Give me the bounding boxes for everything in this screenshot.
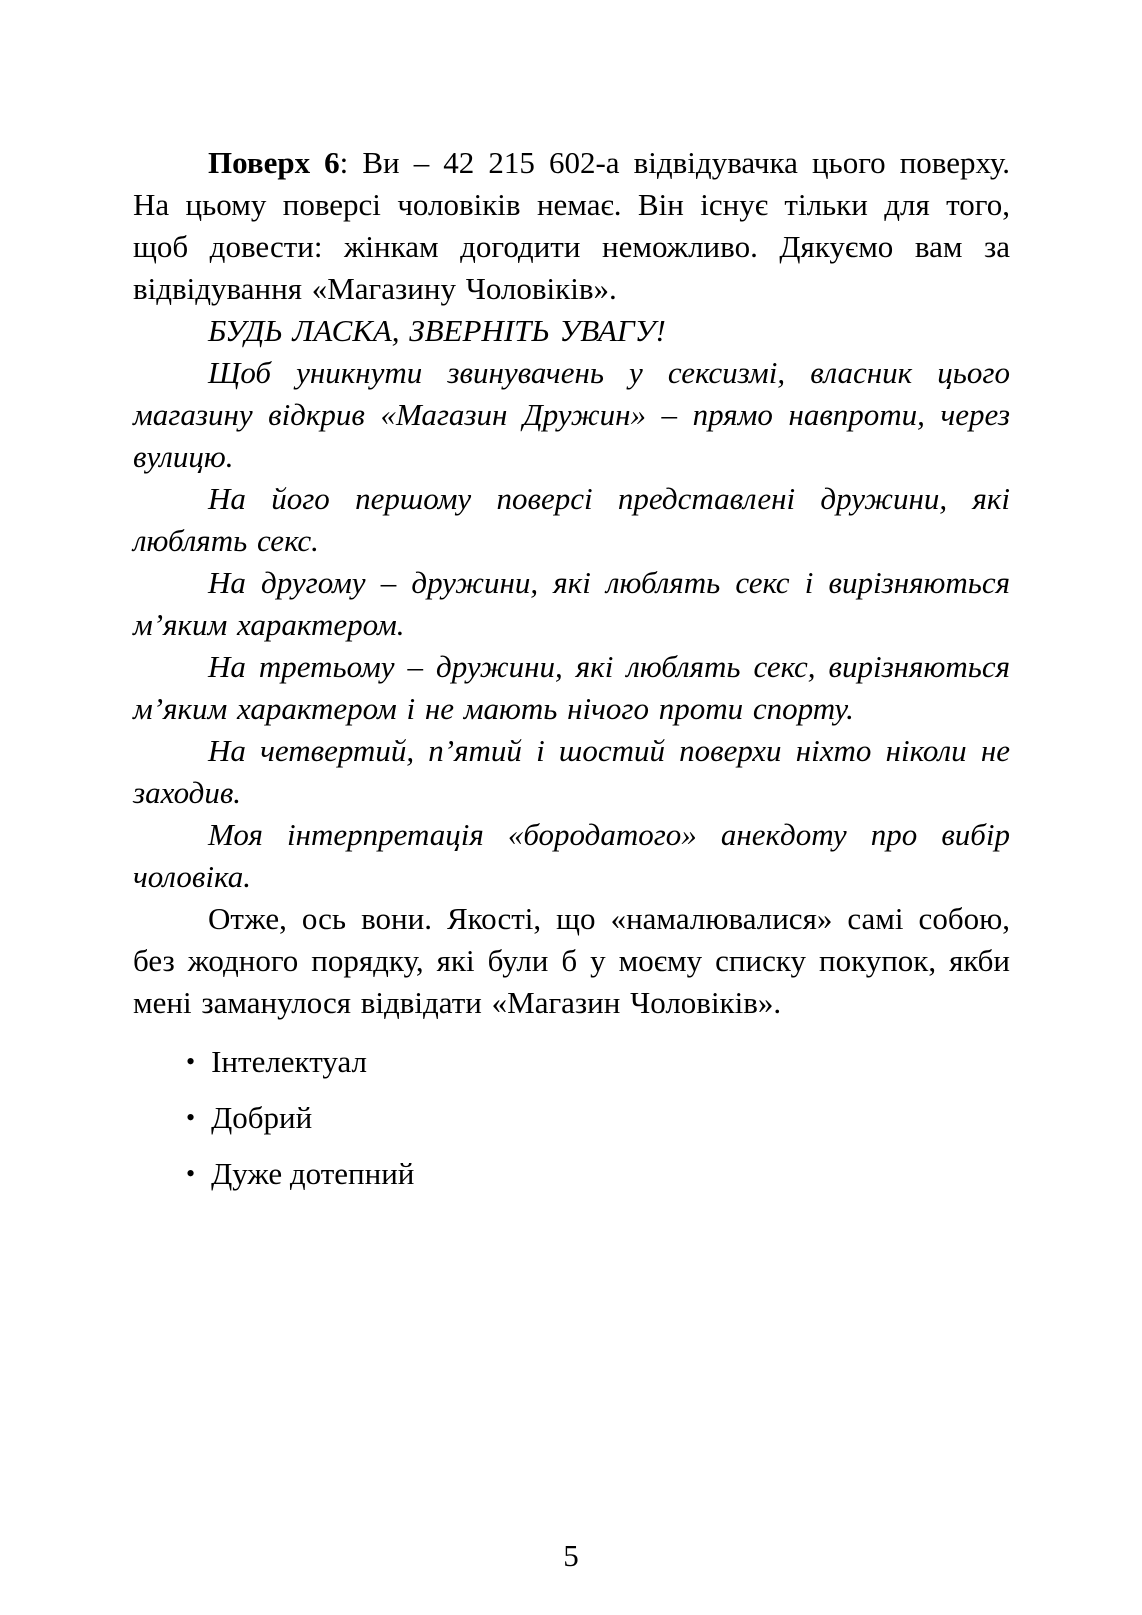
list-item [186, 1041, 1010, 1083]
list-item-label: Добрий [211, 1100, 313, 1135]
floor-6-text: : Ви – 42 215 602-а відвідувачка цього поверху. На цьому поверсі чоловіків немає. Він існує тільки для того, щоб довести: жінкам догодити неможливо. Дякуємо вам за відвідування «Магазину Чоловіків». [133, 145, 1010, 306]
bullet-icon: • [186, 1159, 196, 1188]
paragraph-shopping-list: Отже, ось вони. Якості, що «намалювалися» самі собою, без жодного порядку, які були б у моєму списку покупок, якби мені заманулося відвідати «Магазин Чоловіків». [133, 901, 1010, 1020]
list-item-label: Інтелектуал [211, 1044, 367, 1079]
bullet-icon: • [186, 1103, 196, 1132]
list-item [186, 1097, 1010, 1139]
notice-paragraph-wife-store: Щоб уникнути звинувачень у сексизмі, власник цього магазину відкрив «Магазин Дружин» – прямо навпроти, через вулицю. [133, 355, 1010, 474]
list-item-label: Дуже дотепний [211, 1156, 415, 1191]
floor-6-label: Поверх 6 [208, 145, 340, 180]
notice-paragraph-third-floor: На третьому – дружини, які люблять секс, вирізняються м’яким характером і не мають нічого проти спорту. [133, 649, 1010, 726]
qualities-list [133, 1041, 1010, 1195]
notice-paragraph-second-floor: На другому – дружини, які люблять секс і вирізняються м’яким характером. [133, 565, 1010, 642]
notice-heading: БУДЬ ЛАСКА, ЗВЕРНІТЬ УВАГУ! [208, 313, 666, 348]
notice-paragraph-first-floor: На його першому поверсі представлені дружини, які люблять секс. [133, 481, 1010, 558]
paragraph-floor-6 [133, 142, 1010, 310]
page-number: 5 [563, 1538, 579, 1573]
bullet-icon: • [186, 1047, 196, 1076]
list-item [186, 1153, 1010, 1195]
notice-paragraph-interpretation: Моя інтерпретація «бородатого» анекдоту про вибір чоловіка. [133, 817, 1010, 894]
notice-paragraph-upper-floors: На четвертий, п’ятий і шостий поверхи ніхто ніколи не заходив. [133, 733, 1010, 810]
